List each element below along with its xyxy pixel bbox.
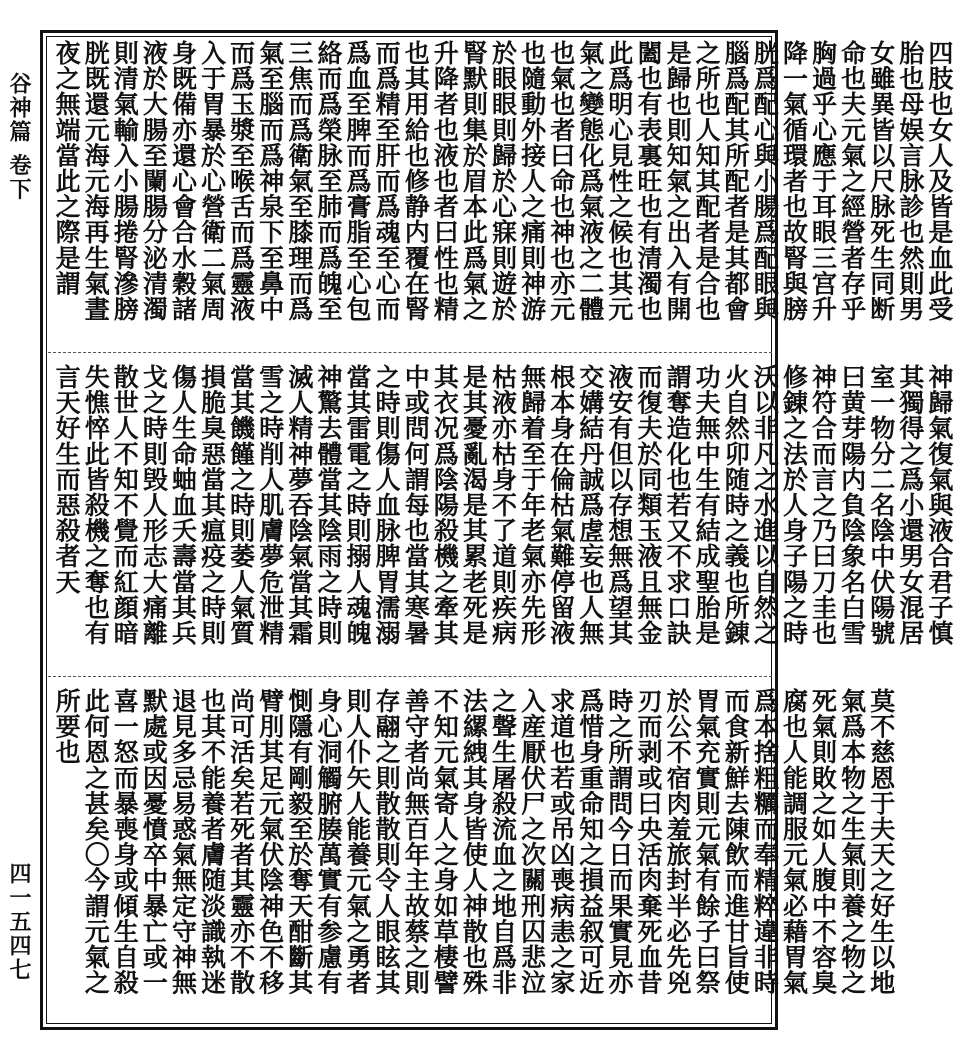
section-divider: [48, 352, 772, 353]
text-section-2: [52, 364, 954, 664]
section-1-text: 四肢也女人及皆是血此受胎也母娱言脉診也然則男女雖異皆以尺脉死生同断命也夫元氣之經營者存乎胸過乎心應于耳眼三宫升降一氣循環者也故腎與膀胱爲配心與小腸爲配眼與腦爲配其所配者是其都會之所也人知其配者是合也是歸也則知氣之出入有開闔也有表裏旺也有清濁也此爲明心見性之候也其元氣之變態化爲氣液之二體也氣也者曰命也神也亦元也隨動外接人之痛則神游於眼眼則歸於心寐則遊於腎默則集於眉本此爲氣之升降者也液也者曰性也精也其用給也修静内覆在腎而爲精至肝而爲魂至心而爲血至脾而爲膏脂至心包絡而爲榮脉至肺而爲魄至三焦而爲衛氣至膝理而爲氣至腦而爲神泉下至鼻中而爲玉漿至喉舌而爲靈液入于胃暴於心營衛二氣周身既備亦還心會合水穀諸液於大腸至闌腸分泌清濁則清氣輸入小腸捲腎滲膀胱既還元海元海再生氣晝夜之無端當此之際是謂: [52, 40, 954, 322]
text-section-1: [52, 40, 954, 340]
section-2-text: 神歸氣復氣與液合君子慎其獨得之爲小還男女混居室一物分二名陰中伏陽號曰黄芽陽内負陰象名白雪神符合而言之乃曰刀圭也修錬之法於人身子陽之時沃以非凡之水進以自然之火自然卯随時之義也所錬功夫無中生有結成聖胎是謂奪造化也若又不求口訣而復夫於同類玉液且無金液安有但以存想無爲望其交媾結丹誠爲虗妄也人無根本身在倫枯氣難停留液無歸着至于年老氣亦先形枯液亦枯身不了道則疾病是其憂亂渴是其累老死是其衣况爲陰陽殺機之牽其中或問何謂每也當其寒暑之時則傷人血脉脾胃濡溺當其雷電之時則搦人魂魄神驚去體當其陰雨之時則滅人精神夢吞陰氣當其霜雪之時削人肌膚夢危泄精當其饑饉之時則萎人氣質損脆臭惡當其瘟疫之時則傷人生命蚰血夭壽當其兵戈之時則毁人形志大痛離散世人不知不覺而紅顔暗失憔悴此皆殺機之奪也有言天好生而惡殺者天: [52, 364, 954, 646]
text-section-3: [52, 688, 896, 1018]
book-title: 谷神篇 卷下: [6, 72, 32, 202]
page-number: 四一五四七: [6, 862, 32, 982]
section-divider: [48, 676, 772, 677]
section-3-text: 莫不慈恩于夫天之好生以地氣爲本物之生氣則養之物之死氣則敗之如人腹中不容臭腐也人能調服元氣必藉胃氣爲本捨粗糲而奉精粹違非時而食新鮮去陳飲而進甘旨使胃氣充實則元氣有餘子曰祭於公不宿肉羞旅封半必先兇刃而剥或曰央活肉棄死血昔時之所謂問今日而果實見亦爲惜身重命知之損益叙可近求道也若或吊凶喪病恚之家入産厭伏尸之次關刑囚悲泣之聲生屠殺流血之地自爲非法縲絏其身皆使人神散也殊不知元氣寄人之身如草棲譬善守者尚無百年主故蔡之則存翮之則散散則令人眼眩其則人仆矢人能養元氣之勇者身心洞觸腑腠萬實有参慮有惻隱有剛毅至於奪天酣斷其臂刖其足元氣伏陰神色不移尚可活矣若死者其靈亦不散也其不能養者膚随淡識執迷退見多忌易惑氣無定守神無默處或因憂憤卒中暴亡或一喜一怒而暴喪身或傾生自殺此何恩之甚矣〇今謂元氣之所要也: [52, 688, 896, 996]
